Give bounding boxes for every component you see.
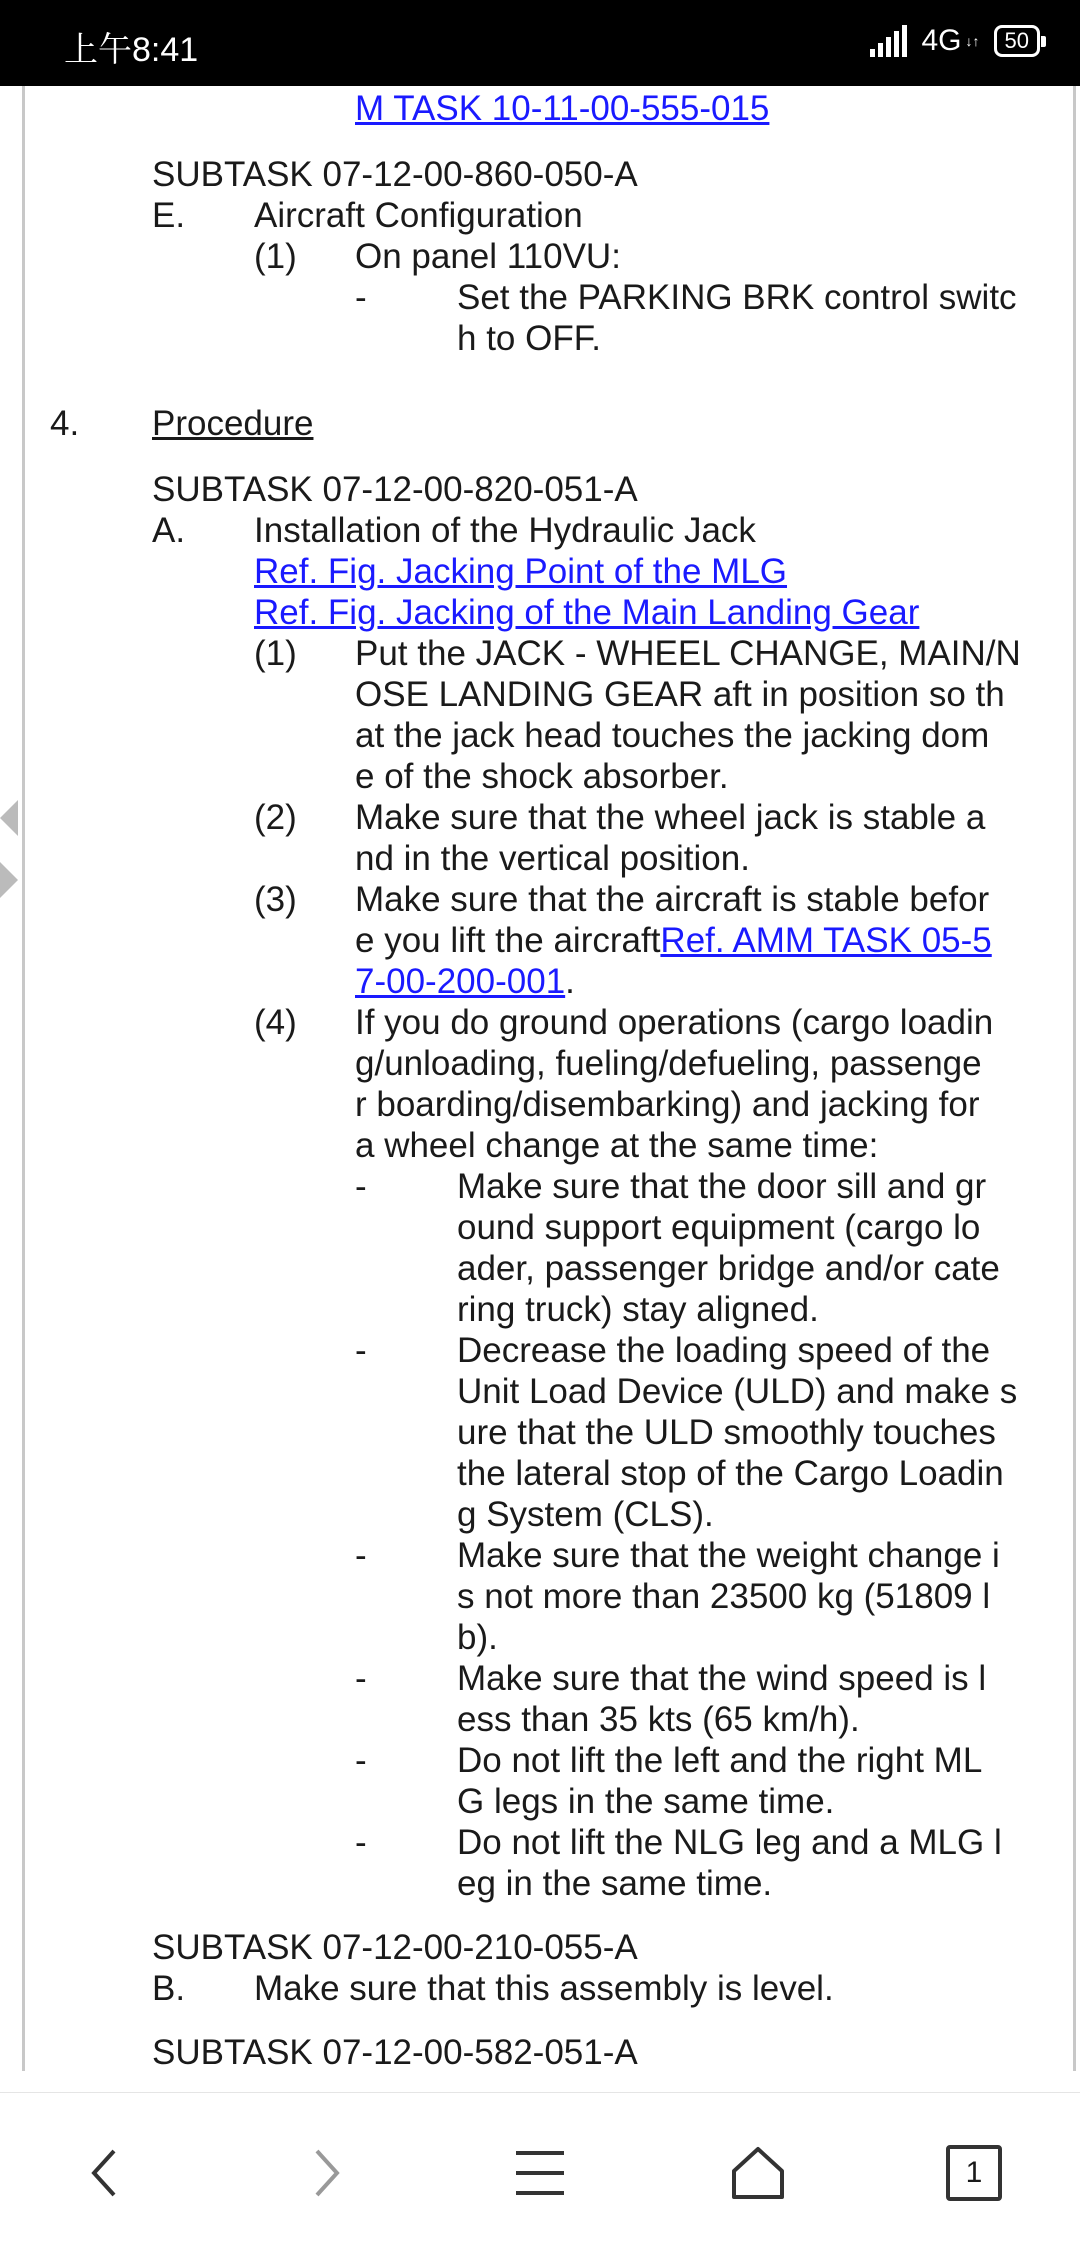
bullet-text: the lateral stop of the Cargo Loadin [457, 1454, 1004, 1493]
bullet-text: Unit Load Device (ULD) and make s [457, 1372, 1018, 1411]
bullet-text: Do not lift the left and the right ML [457, 1741, 983, 1780]
page-back-arrow-icon[interactable] [0, 800, 18, 836]
step-text: g/unloading, fueling/defueling, passenge [355, 1044, 982, 1083]
figure-link[interactable]: Ref. Fig. Jacking Point of the MLG [254, 552, 788, 591]
network-type: 4G [921, 24, 962, 57]
step-text: OSE LANDING GEAR aft in position so th [355, 675, 1005, 714]
tabs-button[interactable] [934, 2133, 1014, 2213]
step-text: e you lift the aircraft [355, 921, 661, 960]
step-number: (1) [254, 237, 297, 276]
step-letter: A. [152, 511, 186, 550]
step-text: nd in the vertical position. [355, 839, 750, 878]
step-text: Make sure that the aircraft is stable befor [355, 880, 990, 919]
bullet-text: G legs in the same time. [457, 1782, 835, 1821]
step-letter: B. [152, 1969, 186, 2008]
home-icon [728, 2143, 788, 2203]
step-number: (1) [254, 634, 297, 673]
data-activity-icon: ↓↑ [965, 33, 980, 49]
bullet-text: eg in the same time. [457, 1864, 773, 1903]
bullet: - [355, 1823, 367, 1862]
bullet-text: Make sure that the weight change i [457, 1536, 1000, 1575]
step-text: On panel 110VU: [355, 237, 621, 276]
figure-link[interactable]: Ref. Fig. Jacking of the Main Landing Gear [254, 593, 920, 632]
bullet: - [355, 1331, 367, 1370]
forward-button[interactable] [285, 2133, 365, 2213]
bullet-text: ess than 35 kts (65 km/h). [457, 1700, 860, 1739]
bullet-text: ring truck) stay aligned. [457, 1290, 819, 1329]
bullet-text: b). [457, 1618, 498, 1657]
bullet: - [355, 1167, 367, 1206]
step-number: (3) [254, 880, 297, 919]
subtask-id: SUBTASK 07-12-00-820-051-A [152, 470, 638, 509]
status-bar [0, 0, 1080, 86]
bullet-text: ader, passenger bridge and/or cate [457, 1249, 1000, 1288]
bullet-text: Make sure that the wind speed is l [457, 1659, 987, 1698]
tab-count: 1 [946, 2145, 1002, 2201]
battery-icon: 50 [994, 25, 1040, 57]
step-text: at the jack head touches the jacking dom [355, 716, 990, 755]
bullet-text: ure that the ULD smoothly touches [457, 1413, 996, 1452]
step-text: a wheel change at the same time: [355, 1126, 879, 1165]
bullet-text: ound support equipment (cargo lo [457, 1208, 981, 1247]
menu-icon [510, 2143, 570, 2203]
back-button[interactable] [66, 2133, 146, 2213]
step-text: r boarding/disembarking) and jacking for [355, 1085, 980, 1124]
amm-task-link[interactable]: Ref. AMM TASK 05-5 [660, 921, 992, 960]
subtask-id: SUBTASK 07-12-00-210-055-A [152, 1928, 638, 1967]
step-text: Put the JACK - WHEEL CHANGE, MAIN/N [355, 634, 1021, 673]
step-title: Make sure that this assembly is level. [254, 1969, 834, 2008]
chevron-left-icon [76, 2143, 136, 2203]
bullet: - [355, 278, 367, 317]
doc-link[interactable]: M TASK 10-11-00-555-015 [355, 89, 770, 128]
step-title: Installation of the Hydraulic Jack [254, 511, 756, 550]
status-time: 上午8:41 [64, 31, 199, 69]
step-text: If you do ground operations (cargo loadin [355, 1003, 994, 1042]
menu-button[interactable] [500, 2133, 580, 2213]
bullet-text: h to OFF. [457, 319, 601, 358]
amm-task-link[interactable]: 7-00-200-001 [355, 962, 566, 1001]
bullet-text: Do not lift the NLG leg and a MLG l [457, 1823, 1002, 1862]
bullet-text: s not more than 23500 kg (51809 l [457, 1577, 991, 1616]
bullet-text: Make sure that the door sill and gr [457, 1167, 987, 1206]
bullet: - [355, 1741, 367, 1780]
step-text: . [565, 962, 575, 1001]
subtask-id: SUBTASK 07-12-00-582-051-A [152, 2033, 638, 2071]
signal-icon [870, 25, 907, 57]
section-number: 4. [50, 404, 80, 443]
bullet: - [355, 1659, 367, 1698]
step-letter: E. [152, 196, 186, 235]
bullet-text: Decrease the loading speed of the [457, 1331, 991, 1370]
step-number: (4) [254, 1003, 297, 1042]
home-button[interactable] [718, 2133, 798, 2213]
status-icons [870, 24, 1040, 58]
chevron-right-icon [295, 2143, 355, 2203]
bullet: - [355, 1536, 367, 1575]
page-forward-arrow-icon[interactable] [0, 862, 18, 898]
bullet-text: Set the PARKING BRK control switc [457, 278, 1017, 317]
step-title: Aircraft Configuration [254, 196, 583, 235]
step-text: Make sure that the wheel jack is stable a [355, 798, 986, 837]
browser-toolbar [0, 2092, 1080, 2245]
step-text-with-link [355, 961, 575, 1002]
bullet-text: g System (CLS). [457, 1495, 714, 1534]
step-text-with-link [355, 920, 992, 961]
section-title: Procedure [152, 404, 314, 443]
step-number: (2) [254, 798, 297, 837]
subtask-id: SUBTASK 07-12-00-860-050-A [152, 155, 638, 194]
step-text: e of the shock absorber. [355, 757, 729, 796]
document-viewport[interactable] [22, 86, 1076, 2071]
